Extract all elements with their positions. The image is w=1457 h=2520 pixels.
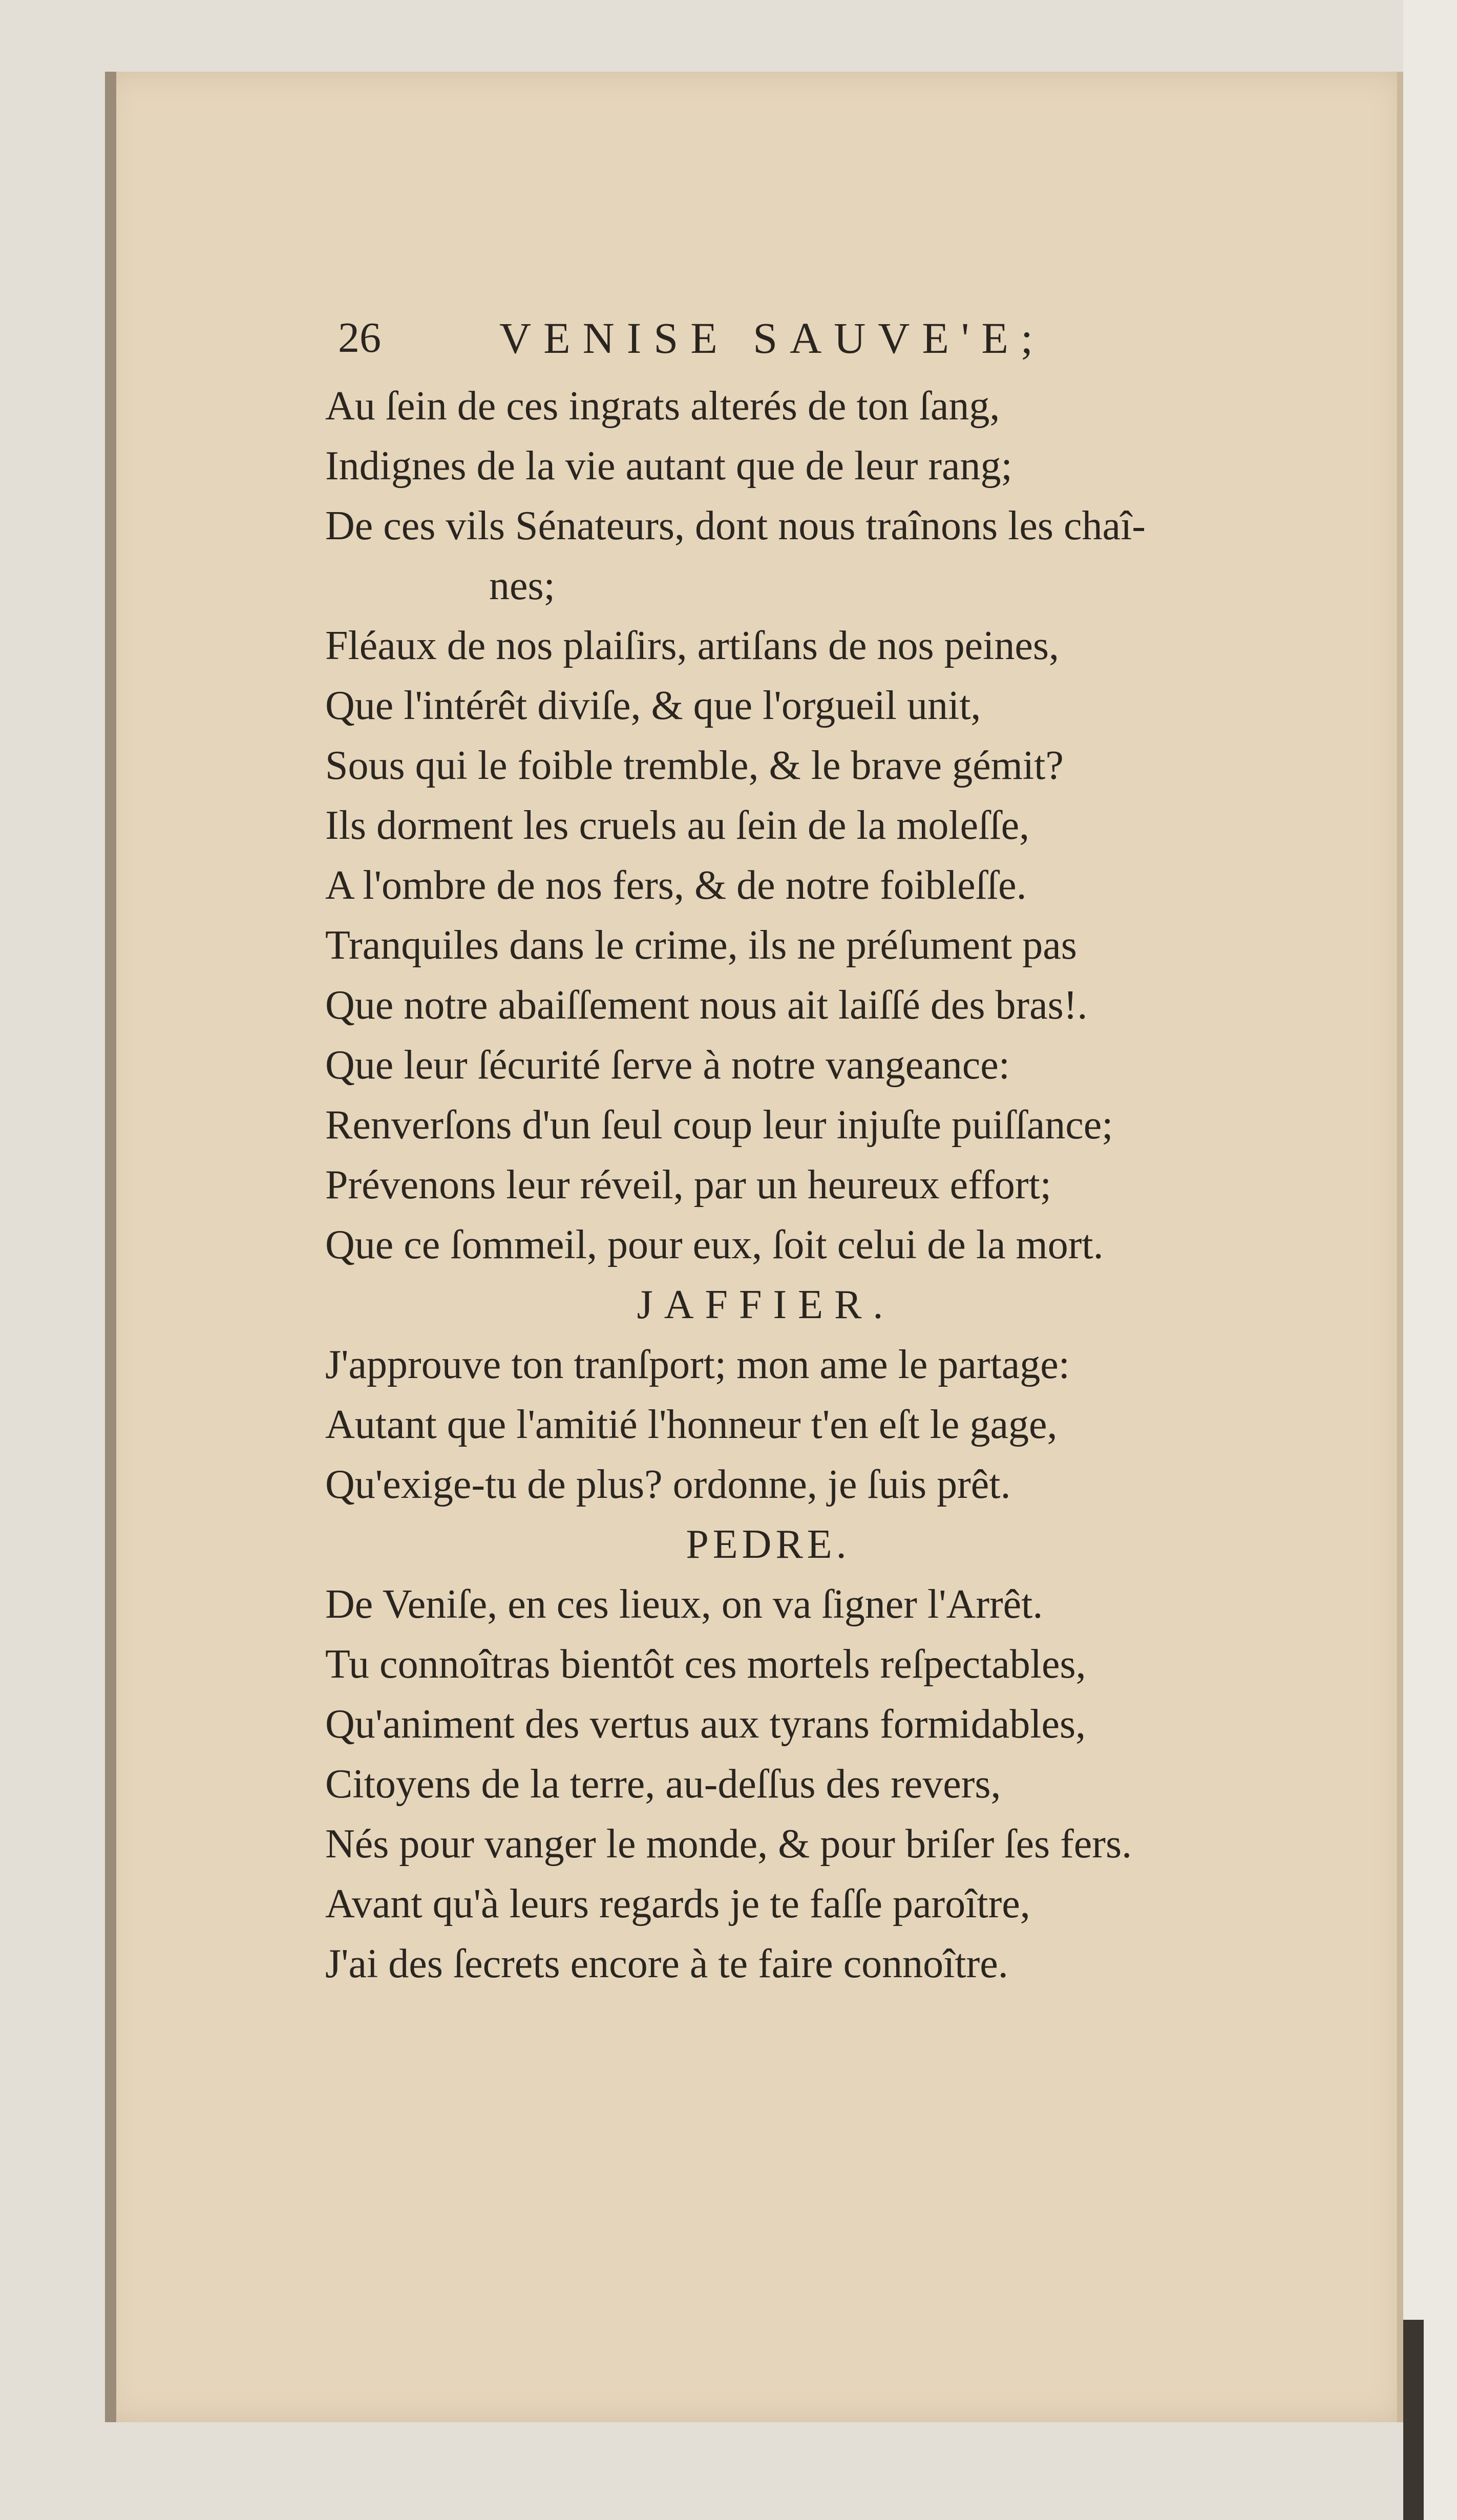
running-title: VENISE SAUVE'E; [499, 313, 1045, 363]
verse-line: Prévenons leur réveil, par un heureux effort; [325, 1162, 1052, 1208]
verse-line: Qu'exige-tu de plus? ordonne, je ſuis prêt. [325, 1462, 1011, 1507]
page-gutter-edge [105, 72, 116, 2422]
verse-line: J'ai des ſecrets encore à te faire connoître. [325, 1941, 1008, 1986]
scan-background-right [1403, 0, 1457, 2520]
verse-line: De Veniſe, en ces lieux, on va ſigner l'Arrêt. [325, 1582, 1043, 1627]
book-page [105, 72, 1403, 2422]
verse-text [325, 376, 1339, 1994]
verse-line: Indignes de la vie autant que de leur rang; [325, 443, 1012, 489]
verse-line: A l'ombre de nos fers, & de notre foibleſſe. [325, 863, 1027, 908]
verse-line: Renverſons d'un ſeul coup leur injuſte puiſſance; [325, 1103, 1113, 1148]
verse-line: Que l'intérêt diviſe, & que l'orgueil unit, [325, 683, 981, 728]
speaker-name-jaffier: JAFFIER. [637, 1282, 895, 1327]
verse-line: Que leur ſécurité ſerve à notre vangeance: [325, 1043, 1010, 1088]
page-number: 26 [338, 314, 381, 362]
verse-line: J'approuve ton tranſport; mon ame le partage: [325, 1342, 1070, 1387]
verse-line: Que ce ſommeil, pour eux, ſoit celui de la mort. [325, 1222, 1104, 1267]
adjacent-page-edge [1403, 2320, 1424, 2520]
page-outer-edge [1397, 72, 1403, 2422]
verse-line: Au ſein de ces ingrats alterés de ton ſang, [325, 384, 1000, 429]
verse-line: Fléaux de nos plaiſirs, artiſans de nos peines, [325, 623, 1060, 668]
verse-line: Ils dorment les cruels au ſein de la moleſſe, [325, 803, 1030, 848]
verse-line: Avant qu'à leurs regards je te faſſe paroître, [325, 1881, 1030, 1926]
verse-line: Nés pour vanger le monde, & pour briſer ſes fers. [325, 1822, 1132, 1867]
page-header [105, 307, 1403, 369]
verse-line: Tranquiles dans le crime, ils ne préſument pas [325, 923, 1077, 968]
verse-line: Citoyens de la terre, au-deſſus des revers, [325, 1762, 1001, 1807]
verse-line: Sous qui le foible tremble, & le brave gémit? [325, 743, 1064, 788]
verse-line: Autant que l'amitié l'honneur t'en eſt le gage, [325, 1402, 1058, 1447]
verse-line-continuation: nes; [489, 563, 555, 608]
verse-line: Que notre abaiſſement nous ait laiſſé des bras!. [325, 983, 1088, 1028]
verse-line: Qu'animent des vertus aux tyrans formidables, [325, 1702, 1086, 1747]
verse-line: De ces vils Sénateurs, dont nous traînons les chaî- [325, 503, 1146, 548]
verse-line: Tu connoîtras bientôt ces mortels reſpectables, [325, 1642, 1086, 1687]
speaker-name-pedre: PEDRE. [686, 1522, 851, 1567]
